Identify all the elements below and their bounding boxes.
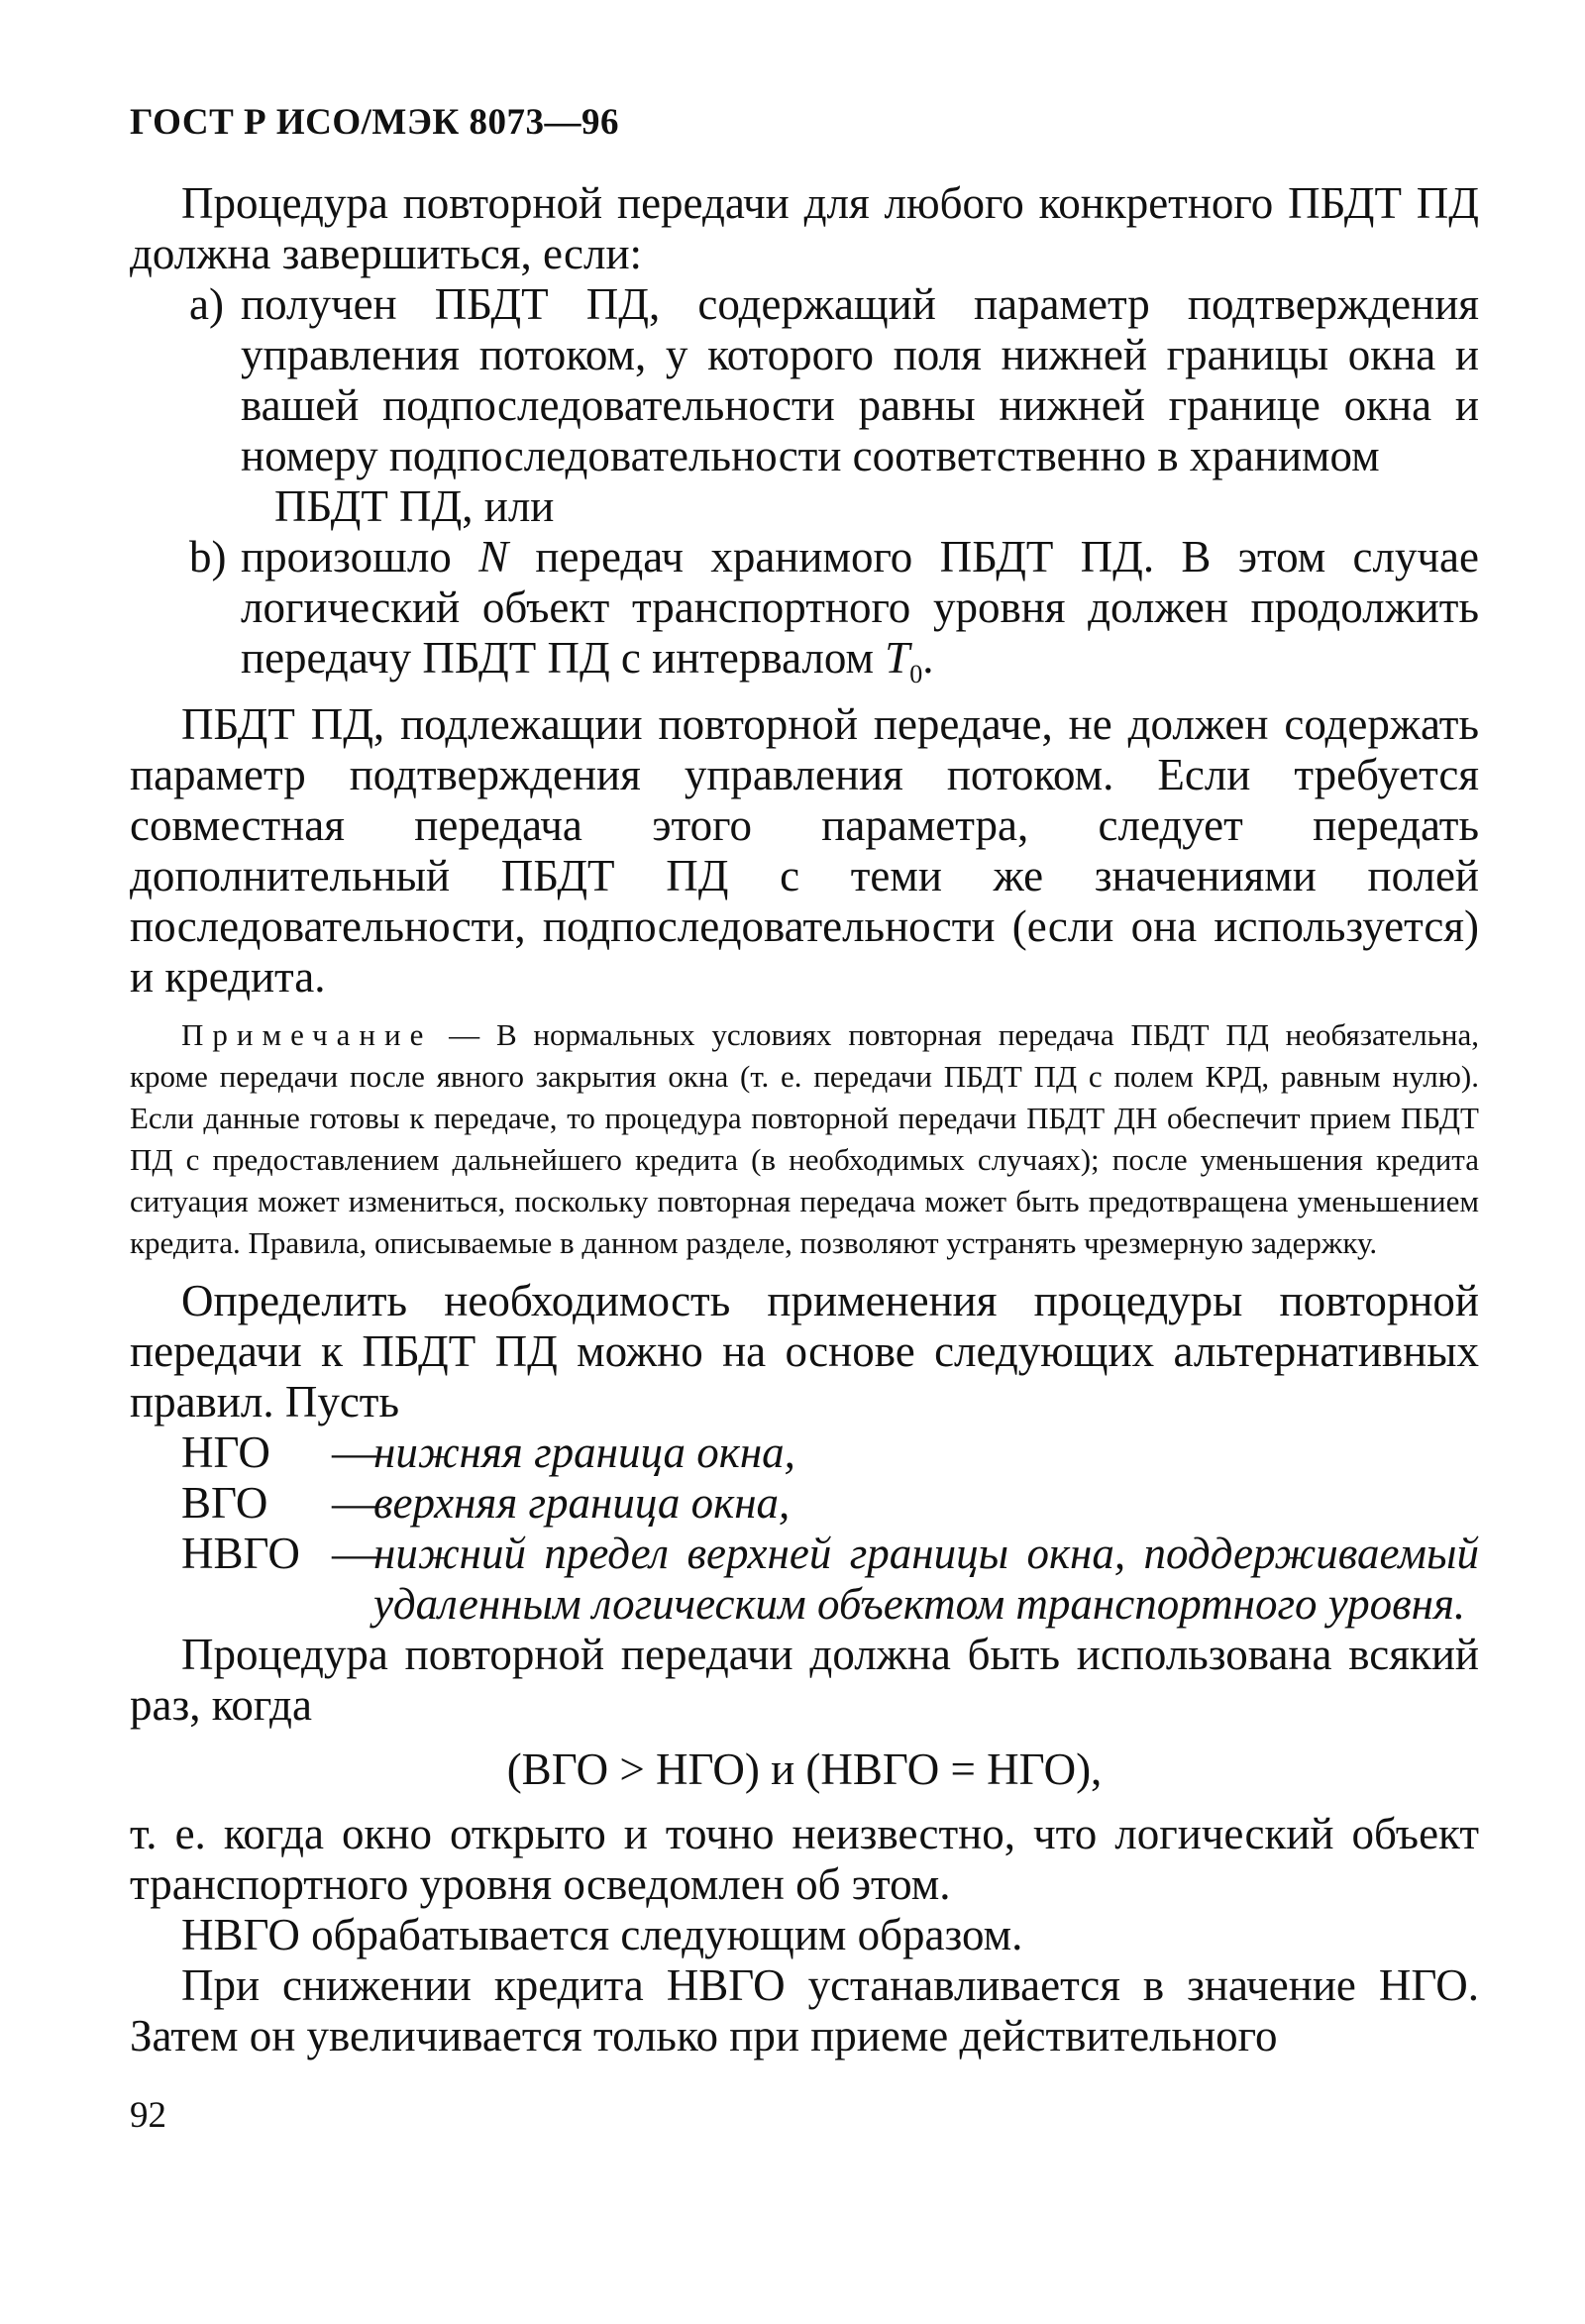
list-marker-b: b) <box>189 532 227 581</box>
document-body <box>130 178 1479 2061</box>
list-item-a <box>130 279 1479 481</box>
definition-dash: — <box>332 1478 376 1528</box>
list-item-b-pre: произошло <box>241 532 452 581</box>
document-header: ГОСТ Р ИСО/МЭК 8073—96 <box>130 102 620 143</box>
list-item-a-text: получен ПБДТ ПД, содержащий параметр подтверждения управления потоком, у которого поля нижней границы окна и вашей подпоследовательности равны нижней границе окна и номеру подпоследовательности соответственно в хранимом <box>241 279 1479 480</box>
list-item-a-continuation: ПБДТ ПД, или <box>274 481 555 531</box>
definition-text: верхняя граница окна, <box>373 1478 791 1528</box>
definition-text: нижний предел верхней границы окна, поддерживаемый удаленным логическим объектом транспортного уровня. <box>373 1529 1479 1629</box>
formula: (ВГО > НГО) и (НВГО = НГО), <box>506 1744 1103 1794</box>
definition-row <box>130 1427 1479 1478</box>
definition-dash: — <box>332 1529 376 1578</box>
definitions-list <box>130 1427 1479 1630</box>
symbol-t-subscript: 0 <box>909 660 923 688</box>
paragraph-retransmitted-pdu: ПБДТ ПД, подлежащии повторной передаче, не должен содержать параметр подтверждения управления потоком. Если требуется совместная передача этого параметра, следует передать дополнительный ПБДТ ПД с теми же значениями полей последовательности, подпоследовательности (если она используется) и кредита. <box>130 699 1479 1002</box>
symbol-t: T <box>885 633 910 683</box>
list-item-b <box>130 532 1479 699</box>
paragraph-window-open: т. е. когда окно открыто и точно неизвестно, что логический объект транспортного уровня осведомлен об этом. <box>130 1809 1479 1909</box>
definition-term: НВГО <box>181 1529 300 1578</box>
page-number: 92 <box>130 2095 166 2136</box>
definition-term: ВГО <box>181 1478 268 1528</box>
note <box>130 1014 1479 1264</box>
definition-text: нижняя граница окна, <box>373 1427 795 1477</box>
paragraph-credit-reduction: При снижении кредита НВГО устанавливается в значение НГО. Затем он увеличивается только при приеме действительного <box>130 1960 1479 2060</box>
note-text: — В нормальных условиях повторная передача ПБДТ ПД необязательна, кроме передачи после явного закрытия окна (т. е. передачи ПБДТ ПД с полем КРД, равным нулю). Если данные готовы к передаче, то процедура повторной передачи ПБДТ ДН обеспечит прием ПБДТ ПД с предоставлением дальнейшего кредита (в необходимых случаях); после уменьшения кредита ситуация может измениться, поскольку повторная передача может быть предотвращена уменьшением кредита. Правила, описываемые в данном разделе, позволяют устранять чрезмерную задержку. <box>130 1017 1479 1260</box>
definition-row <box>130 1529 1479 1630</box>
definition-row <box>130 1478 1479 1529</box>
note-label: Примечание <box>181 1017 433 1052</box>
definition-dash: — <box>332 1427 376 1477</box>
list-marker-a: a) <box>189 279 224 329</box>
list-item-b-end: . <box>922 633 934 683</box>
definition-term: НГО <box>181 1427 270 1477</box>
paragraph-retransmission-condition: Процедура повторной передачи должна быть использована всякий раз, когда <box>130 1630 1479 1730</box>
list-item-b-text: передач хранимого ПБДТ ПД. В этом случае логический объект транспортного уровня должен продолжить передачу ПБДТ ПД с интервалом <box>241 532 1480 683</box>
variable-n: N <box>478 532 509 581</box>
paragraph-nvgo-processing: НВГО обрабатывается следующим образом. <box>181 1910 1023 1959</box>
paragraph-retransmission-end: Процедура повторной передачи для любого конкретного ПБДТ ПД должна завершиться, если: <box>130 178 1479 278</box>
paragraph-rules-intro: Определить необходимость применения процедуры повторной передачи к ПБДТ ПД можно на основе следующих альтернативных правил. Пусть <box>130 1276 1479 1426</box>
